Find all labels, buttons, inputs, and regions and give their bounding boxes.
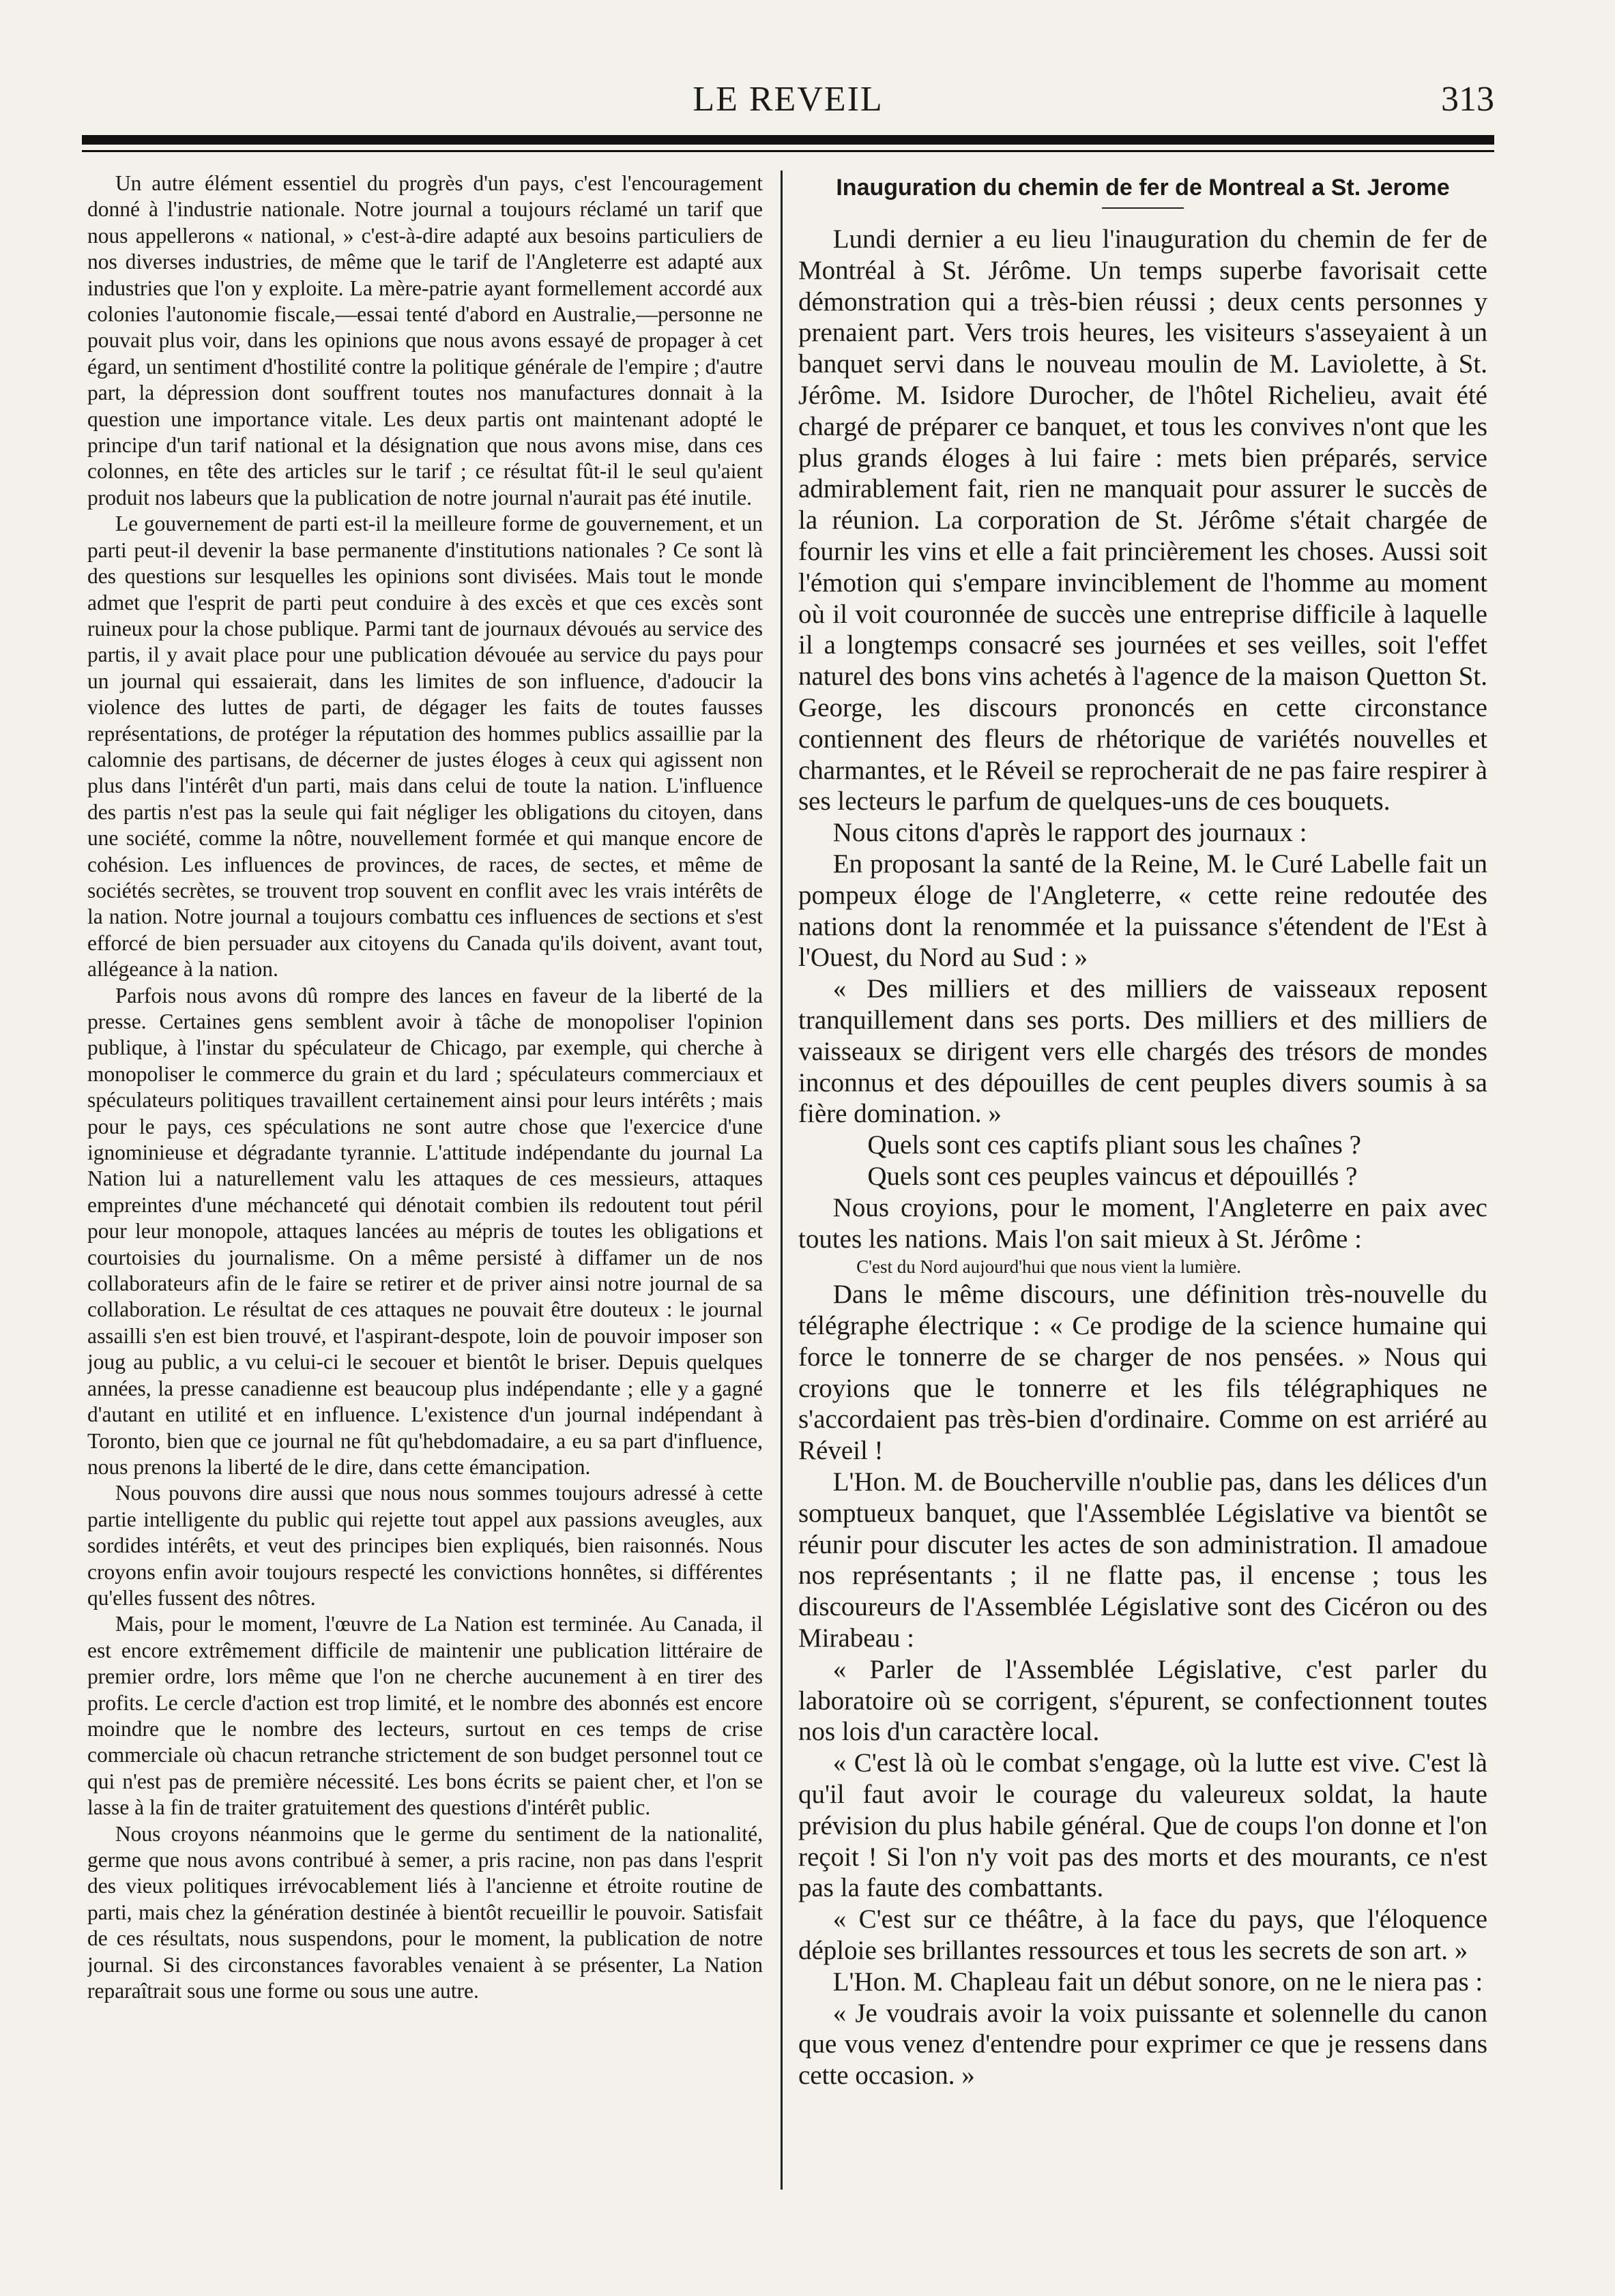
- article-title: Inauguration du chemin de fer de Montreal a St. Jerome: [836, 175, 1450, 201]
- header-rule-thick: [82, 135, 1494, 145]
- paragraph: Nous pouvons dire aussi que nous nous sommes toujours adressé à cette partie intelligente du public qui rejette tout appel aux passions aveugles, aux sordides intérêts, et veut des principes bien expliqués, bien raisonnés. Nous croyons enfin avoir toujours respecté les convictions honnêtes, si différentes qu'elles fussent des nôtres.: [87, 1481, 763, 1610]
- page-header: [82, 74, 1494, 128]
- column-divider: [781, 171, 783, 2190]
- quote: « C'est sur ce théâtre, à la face du pays, que l'éloquence déploie ses brillantes ressources et tous les secrets de son art. »: [798, 1904, 1487, 1966]
- header-rule-thin: [82, 150, 1494, 152]
- paragraph: Le gouvernement de parti est-il la meilleure forme de gouvernement, et un parti peut-il devenir la base permanente d'institutions nationales ? Ce sont là des questions sur lesquelles les opinions sont divisées. Mais tout le monde admet que l'esprit de parti peut conduire à des excès et que ces excès sont ruineux pour la chose publique. Parmi tant de journaux dévoués au service des partis, il y avait place pour une publication dévouée au service du pays pour un journal qui essaierait, dans les limites de son influence, d'adoucir la violence des luttes de parti, de dégager les faits de toutes fausses représentations, de protéger la réputation des hommes publics assaillie par la calomnie des partisans, de décerner de justes éloges à ceux qui agissent non plus dans l'intérêt d'un parti, mais dans celui de toute la nation. L'influence des partis n'est pas la seule qui fait négliger les obligations du citoyen, dans une société, comme la nôtre, nouvellement formée et qui manque encore de cohésion. Les influences de provinces, de races, de sectes, et même de sociétés secrètes, se trouvent trop souvent en conflit avec les vrais intérêts de la nation. Notre journal a toujours combattu ces influences de sections et s'est efforcé de bien persuader aux citoyens du Canada qu'ils doivent, avant tout, allégeance à la nation.: [87, 512, 763, 982]
- paragraph: L'Hon. M. Chapleau fait un début sonore, on ne le niera pas :: [832, 1967, 1483, 1997]
- paragraph: En proposant la santé de la Reine, M. le Curé Labelle fait un pompeux éloge de l'Angleterre, « cette reine redoutée des nations dont la renommée et la puissance s'étendent de l'Est à l'Ouest, du Nord au Sud : »: [798, 849, 1487, 973]
- right-column: [798, 171, 1487, 2231]
- paragraph: L'Hon. M. de Boucherville n'oublie pas, dans les délices d'un somptueux banquet, que l'Assemblée Législative va bientôt se réunir pour discuter les actes de son administration. Il amadoue nos représentants ; il ne flatte pas, il encense ; tous les discoureurs de l'Assemblée Législative sont des Cicéron ou des Mirabeau :: [798, 1467, 1487, 1653]
- quote: « Parler de l'Assemblée Législative, c'est parler du laboratoire où se corrigent, s'épurent, se confectionnent toutes nos lois d'un caractère local.: [798, 1654, 1487, 1747]
- quote: « C'est là où le combat s'engage, où la lutte est vive. C'est là qu'il faut avoir le courage du valeureux soldat, la haute prévision du plus habile général. Que de coups l'on donne et l'on reçoit ! Si l'on n'y voit pas des morts et des mourants, ce n'est pas la faute des combattants.: [798, 1748, 1487, 1903]
- title-rule: [1102, 207, 1184, 209]
- paragraph: Nous citons d'après le rapport des journaux :: [832, 818, 1307, 848]
- paragraph: Un autre élément essentiel du progrès d'un pays, c'est l'encouragement donné à l'industrie nationale. Notre journal a toujours réclamé un tarif que nous appellerons « national, » c'est-à-dire adapté aux besoins particuliers de nos diverses industries, de même que le tarif de l'Angleterre est adapté aux industries que l'on y exploite. La mère-patrie ayant formellement accordé aux colonies l'autonomie fiscale,—essai tenté d'abord en Australie,—personne ne pouvait plus voir, dans les opinions que nous avons essayé de propager à cet égard, un sentiment d'hostilité contre la politique générale de l'empire ; d'autre part, la dépression dont souffrent toutes nos manufactures donnait à la question une importance vitale. Les deux partis ont maintenant adopté le principe d'un tarif national et la désignation que nous avons mise, dans ces colonnes, en tête des articles sur le tarif ; ce résultat fût-il le seul qu'aient produit nos labeurs que la publication de notre journal n'aurait pas été inutile.: [87, 171, 763, 510]
- paragraph: Lundi dernier a eu lieu l'inauguration du chemin de fer de Montréal à St. Jérôme. Un temps superbe favorisait cette démonstration qui a très-bien réussi ; deux cents personnes y prenaient part. Vers trois heures, les visiteurs s'asseyaient à un banquet servi dans le nouveau moulin de M. Laviolette, à St. Jérôme. M. Isidore Durocher, de l'hôtel Richelieu, avait été chargé de préparer ce banquet, et tous les convives n'ont que les plus grands éloges à lui faire : mets bien préparés, service admirablement fait, rien ne manquait pour assurer le succès de la réunion. La corporation de St. Jérôme s'était chargée de fournir les vins et elle a fait princièrement les choses. Aussi soit l'émotion qui s'empare invinciblement de l'homme au moment où il voit couronnée de succès une entreprise difficile à laquelle il a longtemps consacré ses journées et ses veilles, soit l'effet naturel des bons vins achetés à l'agence de la maison Quetton St. George, les discours prononcés en cette circonstance contiennent des fleurs de rhétorique de variétés nouvelles et charmantes, et le Réveil se reprocherait de ne pas faire respirer à ses lecteurs le parfum de quelques-uns de ces bouquets.: [798, 224, 1487, 816]
- epigraph: C'est du Nord aujourd'hui que nous vient la lumière.: [856, 1256, 1241, 1278]
- page-number: 313: [1441, 80, 1494, 119]
- paragraph: Nous croyons néanmoins que le germe du sentiment de la nationalité, germe que nous avons contribué à semer, a pris racine, non pas dans l'esprit des vieux politiques irrévocablement liés à l'ancienne et étroite routine de parti, mais chez la génération destinée à bientôt recueillir le pouvoir. Satisfait de ces résultats, nous suspendons, pour le moment, la publication de notre journal. Si des circonstances favorables venaient à se présenter, La Nation reparaîtrait sous une forme ou sous une autre.: [87, 1821, 763, 2003]
- paragraph: Nous croyions, pour le moment, l'Angleterre en paix avec toutes les nations. Mais l'on sait mieux à St. Jérôme :: [798, 1192, 1487, 1254]
- paragraph: Dans le même discours, une définition très-nouvelle du télégraphe électrique : « Ce prodige de la science humaine qui force le tonnerre de se charger de nos pensées. » Nous qui croyions que le tonnerre et les fils télégraphiques ne s'accordaient pas très-bien d'ordinaire. Comme on est arriéré au Réveil !: [798, 1280, 1487, 1466]
- newspaper-title: LE REVEIL: [693, 80, 884, 119]
- paragraph: Parfois nous avons dû rompre des lances en faveur de la liberté de la presse. Certaines gens semblent avoir à tâche de monopoliser l'opinion publique, à l'instar du spéculateur de Chicago, par exemple, qui cherche à monopoliser le commerce du grain et du lard ; spéculateurs commerciaux et spéculateurs politiques travaillent certainement ainsi pour leurs intérêts ; mais pour le pays, ces spéculations ne sont autre chose que l'exercice d'une ignominieuse et dégradante tyrannie. L'attitude indépendante du journal La Nation lui a naturellement valu les attaques de ces messieurs, attaques empreintes d'une méchanceté qui dénotait combien ils redoutent tout péril pour leur monopole, attaques lancées au mépris de toutes les obligations et courtoisies du journalisme. On a même persisté à diffamer un de nos collaborateurs afin de le faire se retirer et de priver ainsi notre journal de sa collaboration. Le résultat de ces attaques ne pouvait être douteux : le journal assailli s'en est bien trouvé, et l'aspirant-despote, loin de pouvoir imposer son joug au public, a vu celui-ci le secouer et bientôt le briser. Depuis quelques années, la presse canadienne est beaucoup plus indépendante ; elle y a gagné d'autant en utilité et en influence. L'existence d'un journal indépendant à Toronto, bien que ce journal ne fût qu'hebdomadaire, a eu sa part d'influence, nous prenons la liberté de le dire, dans cette émancipation.: [87, 983, 763, 1479]
- verse-line: Quels sont ces captifs pliant sous les chaînes ?: [867, 1130, 1361, 1160]
- verse-line: Quels sont ces peuples vaincus et dépouillés ?: [867, 1161, 1358, 1191]
- paragraph: Mais, pour le moment, l'œuvre de La Nation est terminée. Au Canada, il est encore extrêmement difficile de maintenir une publication littéraire de premier ordre, lors même que l'on ne cherche aucunement à en tirer des profits. Le cercle d'action est trop limité, et le nombre des abonnés est encore moindre que le nombre des lecteurs, surtout en ces temps de crise commerciale où chacun retranche strictement de son budget personnel tout ce qui n'est pas de première nécessité. Les bons écrits se paient cher, et l'on se lasse à la fin de traiter gratuitement des questions d'intérêt public.: [87, 1612, 763, 1820]
- quote: « Des milliers et des milliers de vaisseaux reposent tranquillement dans ses ports. Des milliers et des milliers de vaisseaux se dirigent vers elle chargés des trésors de mondes inconnus et des dépouilles de cent peuples divers soumis à sa fière domination. »: [798, 974, 1487, 1129]
- quote: « Je voudrais avoir la voix puissante et solennelle du canon que vous venez d'entendre pour exprimer ce que je ressens dans cette occasion. »: [798, 1998, 1487, 2091]
- left-column: [87, 171, 763, 2231]
